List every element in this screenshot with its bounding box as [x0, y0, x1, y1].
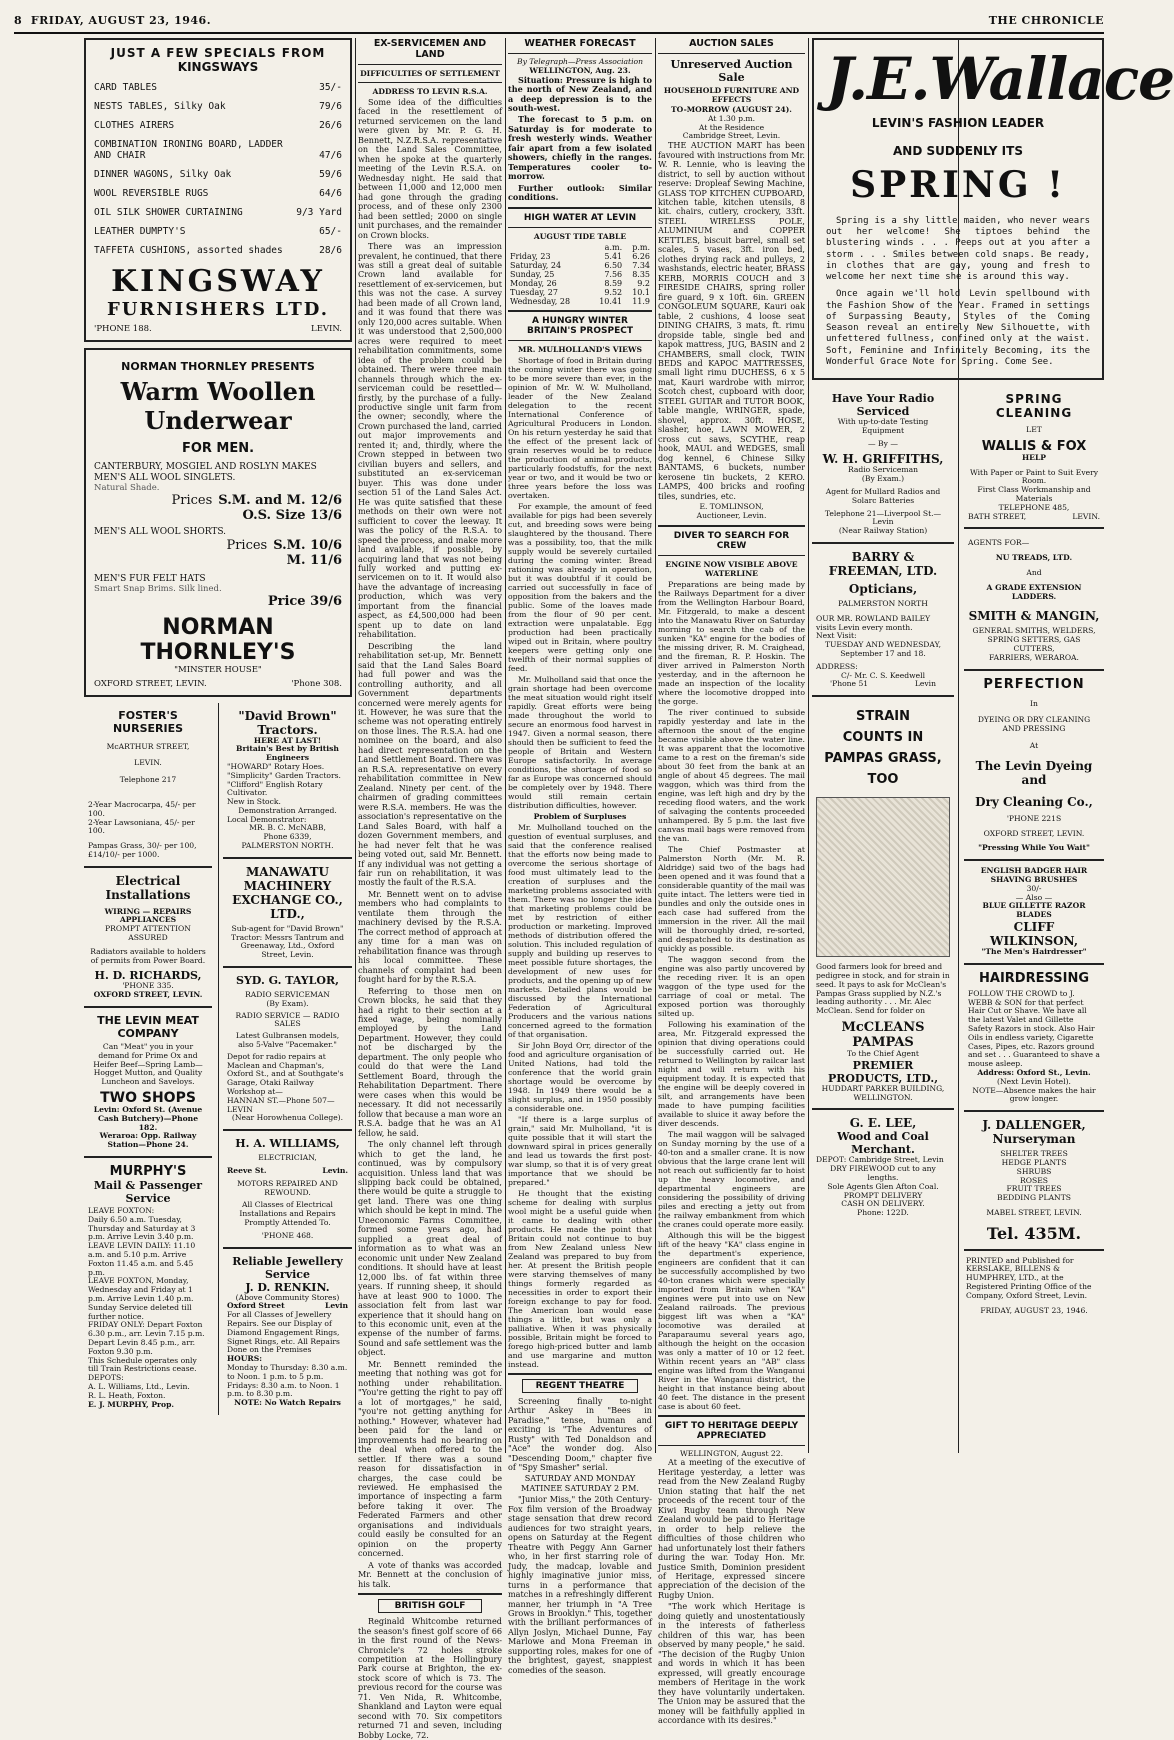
williams-ad: H. A. WILLIAMS, ELECTRICIAN, Reeve St. Levin. MOTORS REPAIRED AND REWOUND. All Classes of Electrical Installations and Repairs Promptly Attended To. 'PHONE 468. [223, 1131, 352, 1248]
kingsway-item: NESTS TABLES, Silky Oak 79/6 [94, 101, 342, 112]
kingsway-item: OIL SILK SHOWER CURTAINING 9/3 Yard [94, 207, 342, 218]
thornley-presents: NORMAN THORNLEY PRESENTS [121, 360, 315, 374]
tide-row: Sunday, 25 7.56 8.35 [510, 269, 650, 279]
kingsway-item: TAFFETA CUSHIONS, assorted shades 28/6 [94, 245, 342, 256]
griffiths-ad: Have Your Radio Serviced With up-to-date Testing Equipment — By — W. H. GRIFFITHS, Radio Serviceman (By Exam.) Agent for Mullard Radios and Solarc Batteries Telephone 21—Liverpool St.—Levin (Near Railway Station) [812, 386, 954, 544]
electrical-ad: Electrical Installations WIRING — REPAIRS APPLIANCES PROMPT ATTENTION ASSURED Radiators available to holders of permits from Power Board. H. D. RICHARDS, 'PHONE 335. OXFORD STREET, LEVIN. [84, 868, 212, 1008]
paper-name: THE CHRONICLE [988, 14, 1104, 27]
thornley-makes: CANTERBURY, MOSGIEL AND ROSLYN MAKES [94, 462, 317, 473]
heritage-title: GIFT TO HERITAGE DEEPLY APPRECIATED [664, 1420, 799, 1441]
kingsway-title1: JUST A FEW SPECIALS FROM [110, 46, 326, 60]
kingsway-item: WOOL REVERSIBLE RUGS 64/6 [94, 188, 342, 199]
col6-ads [958, 386, 1104, 1321]
lee-ad: G. E. LEE, Wood and Coal Merchant. DEPOT: Cambridge Street, Levin DRY FIREWOOD cut to any lengths. Sole Agents Glen Afton Coal. PROMPT DELIVERY CASH ON DELIVERY. Phone: 122D. [816, 1116, 944, 1218]
thornley-shorts: MEN'S ALL WOOL SHORTS. [94, 527, 227, 538]
weather-title: WEATHER FORECAST [524, 38, 636, 49]
kingsway-title2: KINGSWAYS [177, 60, 259, 74]
pampas-ad: STRAIN COUNTS IN PAMPAS GRASS, TOO Good farmers look for breed and pedigree in stock, and for strain in seed. It pays to ask for McClean's Pampas Grass supplied by N.Z.'s leading authority . . . Mr. Alec McClean. Send for folder on McCLEANS PAMPAS To the Chief Agent PREMIER PRODUCTS, LTD., HUDDART PARKER BUILDING, WELLINGTON. [812, 697, 954, 1110]
wilkinson-ad: ENGLISH BADGER HAIR SHAVING BRUSHES 30/- — Also — BLUE GILLETTE RAZOR BLADES CLIFF WILKINSON, "The Men's Hairdresser" [964, 861, 1104, 965]
dallenger-ad: J. DALLENGER, Nurseryman SHELTER TREES HEDGE PLANTS SHRUBS ROSES FRUIT TREES BEDDING PLANTS MABEL STREET, LEVIN. Tel. 435M. [964, 1112, 1104, 1251]
spring-cleaning-ad: SPRING CLEANING LET WALLIS & FOX HELP With Paper or Paint to Suit Every Room. First Class Workmanship and Materials TELEPHONE 485, BATH STREET, LEVIN. [964, 386, 1104, 529]
taylor-ad: SYD. G. TAYLOR, RADIO SERVICEMAN (By Exam). RADIO SERVICE — RADIO SALES Latest Gulbransen models, also 5-Valve "Pacemaker." Depot for radio repairs at Maclean and Chapman's, Oxford St., and at Southgate's Garage, Otaki Railway Workshop at— HANNAN ST.—Phone 507—LEVIN (Near Horowhenua College). [223, 968, 352, 1131]
thornley-hats: MEN'S FUR FELT HATS [94, 573, 206, 584]
kingsway-item: DINNER WAGONS, Silky Oak 59/6 [94, 169, 342, 180]
exservice-body: Some idea of the difficulties faced in the resettlement of returned servicemen on the land were given by Mr. P. G. H. Bennett, N.Z.R.S.A. representative on the Land Sales Committee, when he spoke at the quarterly meeting of the Levin R.S.A. on Wednesday night. He said that between 11,000 and 12,000 men had gone through the grading process, and of these only 2300 had been settled; 2000 on single unit purchases, and the remainder on Crown blocks. There was an impression prevalent, he continued, that there was still a great deal of suitable Crown land available for resettlement of ex-servicemen, but this was not the case. A survey had been made of all Crown land, and it was found that there was only 120,000 acres suitable. When it was understood that 2,500,000 acres were required to meet rehabilitation commitments, some idea of the problem could be obtained. There were three main channels through which the ex-serviceman could be resettled—firstly, by the purchase of a fully-productive single unit farm from the owner; secondly, where the Crown purchased the land, carried out major improvements and rented it; and, thirdly, where the Crown stepped in between two civilian buyers and sellers, and substituted an ex-serviceman buyer. This was done under section 51 of the Land Sales Act. He was quite satisfied that these methods on their own were not sufficient to cover the leeway. It was the policy of the R.S.A. to speed the process, and make more land available, if possible, by acquiring land that was not being fully worked and putting ex-servicemen on to it. It would also have the advantage of increasing production, which was very important from the financial aspect, as £4,500,000 had been spent up to date on land rehabilitation. Describing the land rehabilitation set-up, Mr. Bennett said that the Land Sales Board had full power and was the controlling authority, and all Government departments concerned were merely agents for it. However, he was sure that the scheme was not operating entirely on those lines. The R.S.A. had one nominee on the board, and also had direct representation on the Land Settlement Board. There was an R.S.A. representative on every rehabilitation committee in New Zealand. Ninety per cent. of the chairmen of grading committees were R.S.A. members. He was the association's representative on the Land Sales Board, with half a dozen Government members, and he had never felt that he was being voted out, said Mr. Bennett. If any individual was not getting a fair run on rehabilitation, it was mostly the fault of the R.S.A. Mr. Bennett went on to advise members who had complaints to ventilate them through the machinery devised by the R.S.A. The correct method of approach at any time for a man was on rehabilitation finance was through his local committee. These channels of complaint had been fought hard for by the R.S.A. Referring to those men on Crown blocks, he said that they had a right to their section at a fixed wage, being nominally employed by the Land Department. However, they could not be discharged by the department. The only people who could do that were the Land Settlement Board, through the Rehabilitation Department. There were cases when this would be necessary. It did not necessarily follow that because a man wore an R.S.A. badge that he was an A1 fellow, he said. The only channel left through which to get the land, he continued, was by compulsory acquisition. Unless land that was slipping back could be obtained, there would be quite a struggle to get land. There was one thing which should be kept in mind. The Uneconomic Farms Committee, formed some years ago, had supplied a great deal of information as to what was an economic unit under New Zealand conditions. It should have at least 12,000 lbs. of fat within three years. If running sheep, it should have at least 900 to 1000. The association felt from last war experience that it should hang on to this economic unit, even at the expense of the number of farms. Sound and safe settlement was the object. Mr. Bennett reminded the meeting that nothing was got for nothing under rehabilitation. "You're getting the right to pay off a lot of mortgages," he said, "you're not getting anything for nothing." However, whatever had been paid for the land or improvements had no bearing on the deal when offered to the settler. If there was a sound reason for dissatisfaction in charges, the case could be reviewed. He emphasised the importance of inspecting a farm before taking it over. The Federated Farmers and other organisations and individuals could easily be consulted for an opinion on the property concerned. A vote of thanks was accorded Mr. Bennett at the conclusion of his talk. [358, 97, 502, 1589]
dyeing-ad: PERFECTION In DYEING OR DRY CLEANING AND PRESSING At The Levin Dyeing and Dry Cleaning Co., 'PHONE 221S OXFORD STREET, LEVIN. "Pressing While You Wait" [964, 671, 1104, 862]
cattle-illustration [816, 797, 950, 957]
kingsway-item: COMBINATION IRONING BOARD, LADDER AND CHAIR 47/6 [94, 139, 342, 161]
tide-row: Monday, 26 8.59 9.2 [510, 278, 650, 288]
columns-5-6 [812, 38, 1174, 1453]
regent-title: REGENT THEATRE [522, 1379, 638, 1393]
exservice-title: EX-SERVICEMEN AND LAND [373, 38, 487, 60]
thornley-shade: Natural Shade. [94, 483, 160, 494]
renkin-ad: Reliable Jewellery Service J. D. RENKIN. (Above Community Stores) Oxford Street Levin For all Classes of Jewellery Repairs. See our Display of Diamond Engagement Rings, Signet Rings, etc. All Repairs Done on the Premises HOURS: Monday to Thursday: 8.30 a.m. to Noon. 1 p.m. to 5 p.m. Fridays: 8.30 a.m. to Noon. 1 p.m. to 8.30 p.m. NOTE: No Watch Repairs [227, 1254, 348, 1408]
tide-row: Tuesday, 27 9.52 10.1 [510, 287, 650, 297]
column-1 [84, 38, 352, 1453]
header-left [14, 14, 211, 27]
col5-ads [812, 386, 958, 1321]
thornley-brand: NORMAN THORNLEY'S [140, 615, 296, 666]
smith-mangin-ad: AGENTS FOR— NU TREADS, LTD. And A GRADE EXTENSION LADDERS. SMITH & MANGIN, GENERAL SMITHS, WELDERS, SPRING SETTERS, GAS CUTTERS, FARRIERS, WERAROA. [964, 529, 1104, 670]
kingsway-footer: 'PHONE 188. LEVIN. [94, 324, 342, 334]
auction-title: Unreserved Auction Sale [670, 58, 793, 84]
thornley-for: FOR MEN. [181, 441, 255, 457]
thornley-singlets: MEN'S ALL WOOL SINGLETS. [94, 472, 236, 483]
hairdressing-ad: HAIRDRESSING FOLLOW THE CROWD to J. WEBB & SON for that perfect Hair Cut or Shave. We have all the latest Valet and Gillette Safety Razors in stock. Also Hair Oils in endless variety, Cigarette Cases, Pipes, etc. Razors ground and set . . . Guaranteed to shave a mouse asleep. Address: Oxford St., Levin. (Next Levin Hotel). NOTE—Absence makes the hair grow longer. [964, 965, 1104, 1112]
column-3: WEATHER FORECAST By Telegraph—Press Association WELLINGTON, Aug. 23. Situation: Pressure is high to the north of New Zealand, and a deep depression is to the south-west. The forecast to 5 p.m. on Saturday is for moderate to fresh westerly winds. Weather fair apart from a few isolated showers, chiefly in the ranges. Temperatures cooler to-morrow. Further outlook: Similar conditions. HIGH WATER AT LEVIN AUGUST TIDE TABLE a.m. p.m. Friday, 23 5.41 6.26 Saturday, 24 6.50 7.34 Sunday, 25 7.56 8.35 Monday, 26 8.59 9.2 Tuesday, 27 9.52 10.1 Wednesday, 28 10.41 11.9 A HUNGRY WINTER BRITAIN'S PROSPECT MR. MULHOLLAND'S VIEWS Shortage of food in Britain during the coming winter there was going to be more severe than ever, in the opinion of Mr. W. W. Mulholland, leader of the New Zealand delegation to the recent International Conference of Agricultural Producers in London. On his return yesterday he said that the effect of the present lack of grain reserves would be to reduce the production of animal products, particularly foodstuffs, for the next year or two, and it would be two or three years before the loss was overtaken. For example, the amount of feed available for pigs had been severely cut, and breeding sows were being slaughtered by the thousand. There was a possibility, too, that the milk supply would be severely curtailed during the coming winter. Bread rationing was already in operation, but it was doubtful if it could be carried out successfully in face of opposition from the bakers and the public. Some of the loaves made from the flour of 90 per cent. extraction were unpalatable. Egg production had been practically wiped out in Britain, where poultry keepers were getting only one twelfth of their normal supplies of feed. Mr. Mulholland said that once the grain shortage had been overcome the meat situation would right itself rapidly. Great efforts were being made throughout the world to secure an enormous food harvest in 1947. Given a normal season, there should then be sufficient to feed the people of Britain and Western Europe satisfactorily. In average conditions, the shortage of food so far as Europe was concerned should be completely over by 1948. There would still remain certain distribution difficulties, however. Problem of Surpluses Mr. Mulholland touched on the question of eventual surpluses, and said that the conference realised that the efforts now being made to overcome the serious shortage of food must ultimately lead to the creation of surpluses and the marketing problems associated with them. There was no longer the idea that marketing problems could be met by restriction of either production or marketing. Improved methods of distribution offered the solution. This included regulation of supply and building up reserves to meet possible future shortages, the development of new uses for products, and the opening up of new markets. Detailed plans would be discussed by the International Federation of Agricultural Producers and the various nations concerned agreed to the formation of that organisation. Sir John Boyd Orr, director of the food and agriculture organisation of United Nations, had told the conference that the world grain shortage would be overcome by 1948. In 1949 there would be a slight surplus, and in 1950 possibly a considerable one. "If there is a large surplus of grain," said Mr. Mulholland, "it is quite possible that it will start the downward spiral in prices generally and lead us towards the first post-war slump, so that it is of very great importance that we should be prepared." He thought that the existing scheme for dealing with surplus wool might be a useful guide when it came to dealing with other products. He made the point that Britain could not continue to buy from New Zealand unless New Zealand was prepared to buy from her. At present the British people were starving themselves of many things formerly regarded as necessities in order to export their foreign exchange to pay for food. The American loan would ease things a little, but was only a palliative. When it was physically possible, Britain might be forced to forego high-priced butter and lamb and use margarine and mutton instead. REGENT THEATRE Screening finally to-night Arthur Askey in "Bees in Paradise," tense, human and exciting is "The Adventures of Rusty" with Ted Donaldson and "Ace" the wonder dog. Also "Descending Doom," chapter five of "Spy Smasher" serial. SATURDAY AND MONDAY MATINEE SATURDAY 2 P.M. "Junior Miss," the 20th Century-Fox film version of the Broadway stage sensation that drew record audiences for two straight years, opens on Saturday at the Regent Theatre with Peggy Ann Garner who, in her first starring role of Judy, the madcap, lovable and highly imaginative junior miss, turns in a performance that matches in a refreshingly different manner, her triumph in "A Tree Grows in Brooklyn." This, together with the brilliant performances of Allyn Joslyn, Michael Dunne, Fay Marlowe and Mona Freeman in supporting roles, makes for one of the brightest, gayest, snappiest comedies of the season. [508, 38, 652, 1675]
issue-date: FRIDAY, AUGUST 23, 1946. [30, 14, 212, 27]
foster-ad: FOSTER'S NURSERIES McARTHUR STREET, LEVIN. Telephone 217 2-Year Macrocarpa, 45/- per 100. 2-Year Lawsoniana, 45/- per 100. Pampas Grass, 30/- per 100, £14/10/- per 1000. [84, 703, 212, 868]
tide-table: a.m. p.m. Friday, 23 5.41 6.26 Saturday, 24 6.50 7.34 Sunday, 25 7.56 8.35 Monday, 26 8.59 9.2 Tuesday, 27 9.52 10.1 Wednesday, 28 10.41 11.9 [510, 242, 650, 306]
kingsway-brand2: FURNISHERS LTD. [106, 299, 330, 320]
david-brown-ad: "David Brown" Tractors. HERE AT LAST! Britain's Best by British Engineers "HOWARD" Rotary Hoes. "Simplicity" Garden Tractors. "Clifford" English Rotary Cultivator. New in Stock. Demonstration Arranged. Local Demonstrator: MR. B. C. McNABB, Phone 6339, PALMERSTON NORTH. [223, 703, 352, 859]
col1-left-ads [84, 703, 212, 1416]
spring-heading: SPRING ! [850, 163, 1066, 206]
page-header [14, 6, 1104, 34]
column-4: AUCTION SALES Unreserved Auction Sale HOUSEHOLD FURNITURE AND EFFECTS TO-MORROW (AUGUST 24). At 1.30 p.m. At the Residence Cambridge Street, Levin. THE AUCTION MART has been favoured with instructions from Mr. W. R. Lennie, who is leaving the district, to sell by auction without reserve: Dropleaf Sewing Machine, GLASS TOP KITCHEN CUPBOARD, kitchen table, kitchen utensils, 8 kit. chairs, cutlery, crockery, 33ft. STEEL WIRELESS POLE, ALUMINIUM and COPPER KETTLES, biscuit barrel, small set scales, 5 vases, 3ft. iron bed, clothes drying rack and pulleys, 2 washstands, electric heater, BRASS KERB, MORRIS COUCH and 3 FIRESIDE CHAIRS, spring roller fire guard, 9 x 10ft. 6in. GREEN CONGOLEUM SQUARE, Kauri oak table, 2 cushions, 4 loose seat DINING CHAIRS, 3 mats, ft. rimu dropside table, single bed and kapok mattress, JUG, BASIN and 2 CHAMBERS, small clock, TWIN BEDS and KAPOC MATTRESSES, small light rimu DUCHESS, 6 x 5 mat, Kauri wardrobe with mirror, Scotch chest, cupboard with door, STEEL GUITAR and TUTOR BOOK, table mangle, WRINGER, spade, shovel, approx. 30ft. HOSE, slasher, hoe, LAWN MOWER, 2 cross cut saws, SCYTHE, reap hook, MAUL and WEDGES, small dog kennel, 6 Chinese Silky BANTAMS, 6 buckets, number kerosene tin buckets, 2 KERO. LAMPS, 400 bricks and roofing tiles, sundries, etc. E. TOMLINSON, Auctioneer, Levin. DIVER TO SEARCH FOR CREW ENGINE NOW VISIBLE ABOVE WATERLINE Preparations are being made by the Railways Department for a diver from the Wellington Harbour Board, Mr. Fitzgerald, to make a descent into the Manawatu River on Saturday morning to search the cab of the sunken "KA" engine for the bodies of the missing driver, R. M. Craighead, and the fireman, R. P. Hoskin. The diver arrived in Palmerston North yesterday, and in the afternoon he made an inspection of the locality where the locomotive dropped into the gorge. The river continued to subside rapidly yesterday and late in the afternoon the snout of the engine became visible above the water line. It was apparent that the locomotive came to a rest on the fireman's side about 30 feet from the bank at an angle of about 45 degrees. The mail waggon, which was third from the engine, was left high and dry by the receding flood waters, and the work of salvaging the contents proceeded unhampered. By 5 p.m. the last five canvas mail bags were removed from the van. The Chief Postmaster at Palmerston North (Mr. M. R. Aldridge) said two of the bags had been opened and it was found that a considerable quantity of the mail was quite intact. The letters were tied in bundles and only the outside ones in each case had suffered from the immersion in the river. All the mail will be thoroughly dried, re-sorted, and despatched to its destination as quickly as possible. The waggon second from the engine was also partly uncovered by the receding river. It is an open waggon of the type used for the carriage of coal or metal. The exposed portion was thoroughly silted up. Following his examination of the area, Mr. Fitzgerald expressed the opinion that diving operations could be successfully carried out. He returned to Wellington by railcar last night and will return with his equipment today. It is expected that the engine will be deeply covered in silt, and arrangements have been made to have pumping facilities available to sluice it away before the diver descends. The mail waggon will be salvaged on Sunday morning by the use of a 40-ton and a smaller crane. It is now obvious that the large crane lent will not reach out sufficiently far to hoist up the heavy locomotive, and departmental engineers are considering the possibility of driving piles and erecting a jetty out from the railway embankment from which the cranes could operate more easily. Although this will be the biggest lift of the heavy "KA" class engine in the department's experience, engineers are confident that it can be successfully accomplished by two 40-ton cranes which were specially imported from Britain when "KA" engines were put into use on New Zealand railroads. The previous biggest lift was when a "KA" locomotive was derailed at Paraparaumu several years ago, although the height on the occasion was only a matter of 10 or 12 feet. Within recent years an "AB" class engine was lifted from the Wanganui River in the Wanganui district, the height in that instance being about 40 feet. The distance in the present case is about 60 feet. GIFT TO HERITAGE DEEPLY APPRECIATED WELLINGTON, August 22. At a meeting of the executive of Heritage yesterday, a letter was read from the New Zealand Rugby Union stating that half the net proceeds of the recent tour of the Kiwi Rugby team through New Zealand would be paid to Heritage in order to help relieve the difficulties of those children who had unfortunately lost their fathers during the war. Today Hon. Mr. Justice Smith, Dominion president of Heritage, expressed sincere appreciation of the decision of the Rugby Union. "The work which Heritage is doing quietly and unostentatiously in the interests of fatherless children of this war, has been observed by many people," he said. "The decision of the Rugby Union and words in which it has been expressed, will greatly encourage members of Heritage in the work they have voluntarily undertaken. The Union may be assured that the money will be faithfully applied in accordance with its desires." [658, 38, 805, 1726]
thornley-ad: NORMAN THORNLEY PRESENTS Warm Woollen Underwear FOR MEN. CANTERBURY, MOSGIEL AND ROSLYN MAKES MEN'S ALL WOOL SINGLETS. Natural Shade. Prices S.M. and M. 12/6 O.S. Size 13/6 MEN'S ALL WOOL SHORTS. Prices S.M. 10/6 M. 11/6 MEN'S FUR FELT HATS Smart Snap Brims. Silk lined. Price 39/6 NORMAN THORNLEY'S "MINSTER HOUSE" OXFORD STREET, LEVIN. 'Phone 308. [84, 348, 352, 697]
thornley-hats-price: Price 39/6 [267, 594, 342, 610]
murphy-ad: MURPHY'S Mail & Passenger Service LEAVE FOXTON: Daily 6.50 a.m. Tuesday, Thursday and Saturday at 3 p.m. Arrive Levin 3.40 p.m. LEAVE LEVIN DAILY: 11.10 a.m. and 5.10 p.m. Arrive Foxton 11.45 a.m. and 5.45 p.m. LEAVE FOXTON, Monday, Wednesday and Friday at 1 p.m. Arrive Levin 1.40 p.m. Sunday Service deleted till further notice. FRIDAY ONLY: Depart Foxton 6.30 p.m., arr. Levin 7.15 p.m. Depart Levin 8.45 p.m., arr. Foxton 9.30 p.m. This Schedule operates only till Train Restrictions cease. DEPOTS: A. L. Williams, Ltd., Levin. R. L. Heath, Foxton. E. J. MURPHY, Prop. [88, 1164, 205, 1409]
kingsway-item: CLOTHES AIRERS 26/6 [94, 120, 342, 131]
tide-row: Wednesday, 28 10.41 11.9 [510, 296, 650, 306]
thornley-title: Warm Woollen Underwear [120, 377, 316, 436]
diver-body: Preparations are being made by the Railways Department for a diver from the Wellington Harbour Board, Mr. Fitzgerald, to make a descent into the Manawatu River on Saturday morning to search the cab of the sunken "KA" engine for the bodies of the missing driver, R. M. Craighead, and the fireman, R. P. Hoskin. The diver arrived in Palmerston North yesterday, and in the afternoon he made an inspection of the locality where the locomotive dropped into the gorge. The river continued to subside rapidly yesterday and late in the afternoon the snout of the engine became visible above the water line. It was apparent that the locomotive came to a rest on the fireman's side about 30 feet from the bank at an angle of about 45 degrees. The mail waggon, which was third from the engine, was left high and dry by the receding flood waters, and the work of salvaging the contents proceeded unhampered. By 5 p.m. the last five canvas mail bags were removed from the van. The Chief Postmaster at Palmerston North (Mr. M. R. Aldridge) said two of the bags had been opened and it was found that a considerable quantity of the mail was quite intact. The letters were tied in bundles and only the outside ones in each case had suffered from the immersion in the river. All the mail will be thoroughly dried, re-sorted, and despatched to its destination as quickly as possible. The waggon second from the engine was also partly uncovered by the receding river. It is an open waggon of the type used for the carriage of coal or metal. The exposed portion was thoroughly silted up. Following his examination of the area, Mr. Fitzgerald expressed the opinion that diving operations could be successfully carried out. He returned to Wellington by railcar last night and will return with his equipment today. It is expected that the engine will be deeply covered in silt, and arrangements have been made to have pumping facilities available to sluice it away before the diver descends. The mail waggon will be salvaged on Sunday morning by the use of a 40-ton and a smaller crane. It is now obvious that the large crane lent will not reach out sufficiently far to hoist up the heavy locomotive, and departmental engineers are considering the possibility of driving piles and erecting a jetty out from the railway embankment from which the cranes could operate more easily. Although this will be the biggest lift of the heavy "KA" class engine in the department's experience, engineers are confident that it can be successfully accomplished by two 40-ton cranes which were specially imported from Britain when "KA" engines were put into use on New Zealand railroads. The previous biggest lift was when a "KA" locomotive was derailed at Paraparaumu several years ago, although the height on the occasion was only a matter of 10 or 12 feet. Within recent years an "AB" class engine was lifted from the Wanganui River in the Wanganui district, the height in that instance being about 40 feet. The distance in the present case is about 60 feet. [658, 579, 805, 1411]
imprint: PRINTED and Published for KERSLAKE, BILLENS & HUMPHREY, LTD., at the Registered Printing Office of the Company, Oxford Street, Levin. FRIDAY, AUGUST 23, 1946. [966, 1255, 1092, 1315]
manawatu-ad: MANAWATU MACHINERY EXCHANGE CO., LTD., Sub-agent for "David Brown" Tractor: Messrs Tantrum and Greenaway, Ltd., Oxford Street, Levin. [223, 859, 352, 968]
page-number: 8 [14, 14, 23, 27]
hunger-title: A HUNGRY WINTER BRITAIN'S PROSPECT [527, 315, 633, 336]
column-2: EX-SERVICEMEN AND LAND DIFFICULTIES OF SETTLEMENT ADDRESS TO LEVIN R.S.A. Some idea of the difficulties faced in the resettlement of returned servicemen on the land were given by Mr. P. G. H. Bennett, N.Z.R.S.A. representative on the Land Sales Committee, when he spoke at the quarterly meeting of the Levin R.S.A. on Wednesday night. He said that between 11,000 and 12,000 men had gone through the grading process, and of these only 2300 had been settled; 2000 on single unit purchases, and the remainder on Crown blocks. There was an impression prevalent, he continued, that there was still a great deal of suitable Crown land available for resettlement of ex-servicemen, but this was not the case. A survey had been made of all Crown land, and it was found that there was only 120,000 acres suitable. When it was understood that 2,500,000 acres were required to meet rehabilitation commitments, some idea of the problem could be obtained. There were three main channels through which the ex-serviceman could be resettled—firstly, by the purchase of a fully-productive single unit farm from the owner; secondly, where the Crown purchased the land, carried out major improvements and rented it; and, thirdly, where the Crown stepped in between two civilian buyers and sellers, and substituted an ex-serviceman buyer. This was done under section 51 of the Land Sales Act. He was quite satisfied that these methods on their own were not sufficient to cover the leeway. It was the policy of the R.S.A. to speed the process, and make more land available, if possible, by acquiring land that was not being fully worked and putting ex-servicemen on to it. It would also have the advantage of increasing production, which was very important from the financial aspect, as £4,500,000 had been spent up to date on land rehabilitation. Describing the land rehabilitation set-up, Mr. Bennett said that the Land Sales Board had full power and was the controlling authority, and all Government departments concerned were merely agents for it. However, he was sure that the scheme was not operating entirely on those lines. The R.S.A. had one nominee on the board, and also had direct representation on the Land Settlement Board. There was an R.S.A. representative on every rehabilitation committee in New Zealand. Ninety per cent. of the chairmen of grading committees were R.S.A. members. He was the association's representative on the Land Sales Board, with half a dozen Government members, and he had never felt that he was being voted out, said Mr. Bennett. If any individual was not getting a fair run on rehabilitation, it was mostly the fault of the R.S.A. Mr. Bennett went on to advise members who had complaints to ventilate them through the machinery devised by the R.S.A. The correct method of approach at any time for a man was on rehabilitation finance was through his local committee. These channels of complaint had been fought hard for by the R.S.A. Referring to those men on Crown blocks, he said that they had a right to their section at a fixed wage, being nominally employed by the Land Department. However, they could not be discharged by the department. The only people who could do that were the Land Settlement Board, through the Rehabilitation Department. There were cases when this would be necessary. It did not necessarily follow that because a man wore an R.S.A. badge that he was an A1 fellow, he said. The only channel left through which to get the land, he continued, was by compulsory acquisition. Unless land that was slipping back could be obtained, there would be quite a struggle to get land. There was one thing which should be kept in mind. The Uneconomic Farms Committee, formed some years ago, had supplied a great deal of information as to what was an economic unit under New Zealand conditions. It should have at least 12,000 lbs. of fat within three years. If running sheep, it should have at least 900 to 1000. The association felt from last war experience that it should hang on to this economic unit, even at the expense of the number of farms. Sound and safe settlement was the object. Mr. Bennett reminded the meeting that nothing was got for nothing under rehabilitation. "You're getting the right to pay off a lot of mortgages," he said, "you're not getting anything for nothing." However, whatever had been paid for the land or improvements had no bearing on the deal when offered to the settler. If there was a sound reason for dissatisfaction in charges, the case could be reviewed. He emphasised the importance of inspecting a farm before taking it over. The Federated Farmers and other organisations and individuals could easily be consulted for an opinion on the property concerned. A vote of thanks was accorded Mr. Bennett at the conclusion of his talk. BRITISH GOLF Reginald Whitcombe returned the season's finest golf score of 66 in the first round of the News-Chronicle's 72 holes stroke competition at the Hollingbury Park course at Brighton, the ex-stock score of which is 73. The previous record for the course was 71. Ven Nida, R. Whitcombe, Shankland and Layton were equal second with 70. Six competitors returned 71 and seven, including Bobby Locke, 72. [358, 38, 502, 1740]
diver-title: DIVER TO SEARCH FOR CREW [673, 530, 790, 551]
hunger-body: Shortage of food in Britain during the coming winter there was going to be more severe than ever, in the opinion of Mr. W. W. Mulholland, leader of the New Zealand delegation to the recent International Conference of Agricultural Producers in London. On his return yesterday he said that the effect of the present lack of grain reserves would be to reduce the production of animal products, particularly foodstuffs, for the next year or two, and it would be two or three years before the loss was overtaken. For example, the amount of feed available for pigs had been severely cut, and breeding sows were being slaughtered by the thousand. There was a possibility, too, that the milk supply would be severely curtailed during the coming winter. Bread rationing was already in operation, but it was doubtful if it could be carried out successfully in face of opposition from the bakers and the public. Some of the loaves made from the flour of 90 per cent. extraction were unpalatable. Egg production had been practically wiped out in Britain, where poultry keepers were getting only one twelfth of their normal supplies of feed. Mr. Mulholland said that once the grain shortage had been overcome the meat situation would right itself rapidly. Great efforts were being made throughout the world to secure an enormous food harvest in 1947. Given a normal season, there should then be sufficient to feed the people of Britain and Western Europe satisfactorily. In average conditions, the shortage of food so far as Europe was concerned should be completely over by 1948. There would still remain certain distribution difficulties, however. Problem of Surpluses Mr. Mulholland touched on the question of eventual surpluses, and said that the conference realised that the efforts now being made to overcome the serious shortage of food must ultimately lead to the creation of surpluses and the marketing problems associated with them. There was no longer the idea that marketing problems could be met by restriction of either production or marketing. Improved methods of distribution offered the solution. This included regulation of supply and building up reserves to meet possible future shortages, the development of new uses for products, and the opening up of new markets. Detailed plans would be discussed by the International Federation of Agricultural Producers and the various nations concerned agreed to the formation of that organisation. Sir John Boyd Orr, director of the food and agriculture organisation of United Nations, had told the conference that the world grain shortage would be overcome by 1948. In 1949 there would be a slight surplus, and in 1950 possibly a considerable one. "If there is a large surplus of grain," said Mr. Mulholland, "it is quite possible that it will start the downward spiral in prices generally and lead us towards the first post-war slump, so that it is of very great importance that we should be prepared." He thought that the existing scheme for dealing with surplus wool might be a useful guide when it came to dealing with other products. He made the point that Britain could not continue to buy from New Zealand unless New Zealand was prepared to buy from her. At present the British people were starving themselves of many things formerly regarded as necessities in order to export their foreign exchange to pay for food. The American loan would ease things a little, but was only a palliative. When it was physically possible, Britain might be forced to forego high-priced butter and lamb and use margarine and mutton instead. [508, 355, 652, 1369]
kingsway-ad [84, 38, 352, 342]
wallace-ad: J.E.Wallace LEVIN'S FASHION LEADER AND SUDDENLY ITS SPRING ! Spring is a shy little maiden, who never wears out her welcome! She tiptoes behind the blustering winds . . . Peeps out at you after a storm . . . Smiles between cold snaps. Be ready, in clothes that are gay, young and fresh to welcome her next time she is around this way. Once again we'll hold Levin spellbound with the Fashion Show of the Year. Framed in settings of Surpassing Beauty, Styles of the Coming Season reveal an entirely New Silhouette, with unfettered fullness, confined only at the waist. Soft, Feminine and Infinitely Becoming, its the Wonderful Grace Note for Spring. Come See. [812, 38, 1104, 380]
kingsway-brand: KINGSWAY [111, 264, 325, 299]
golf-title: BRITISH GOLF [378, 1599, 482, 1613]
wallace-logo: J.E.Wallace [826, 45, 1174, 113]
barry-freeman-ad: BARRY & FREEMAN, LTD. Opticians, PALMERSTON NORTH OUR MR. ROWLAND BAILEY visits Levin every month. Next Visit: TUESDAY AND WEDNESDAY, September 17 and 18. ADDRESS: C/- Mr. C. S. Keedwell 'Phone 51 Levin [812, 544, 954, 697]
tide-title: HIGH WATER AT LEVIN [523, 212, 637, 223]
kingsway-item: CARD TABLES 35/- [94, 82, 342, 93]
col1-right-ads [218, 703, 352, 1416]
tide-row: Saturday, 24 6.50 7.34 [510, 260, 650, 270]
tide-row: Friday, 23 5.41 6.26 [510, 251, 650, 261]
kingsway-item: LEATHER DUMPTY'S 65/- [94, 226, 342, 237]
meat-ad: THE LEVIN MEAT COMPANY Can "Meat" you in your demand for Prime Ox and Heifer Beef—Spring Lamb—Hogget Mutton, and Quality Luncheon and Saveloys. TWO SHOPS Levin: Oxford St. (Avenue Cash Butchery)—Phone 182. Weraroa: Opp. Railway Station—Phone 24. [84, 1008, 212, 1158]
